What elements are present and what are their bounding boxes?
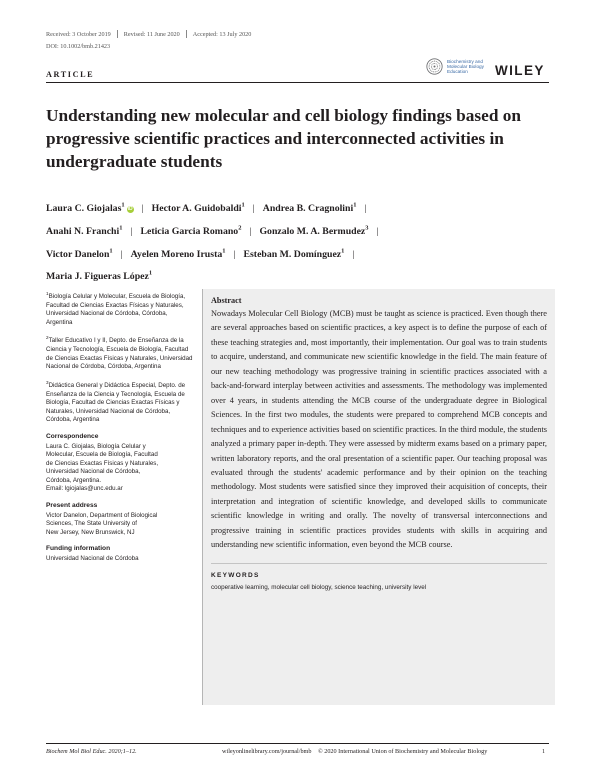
journal-name-line: Molecular Biology — [447, 64, 484, 69]
article-type-label: ARTICLE — [46, 70, 95, 79]
doi[interactable]: DOI: 10.1002/bmb.21423 — [46, 43, 111, 50]
page-number: 1 — [542, 748, 546, 755]
author-name[interactable]: Anahi N. Franchi$^1$ — [46, 224, 123, 237]
author-name[interactable]: Maria J. Figueras López$^1$ — [46, 270, 153, 283]
correspondence-line: Laura C. Giojalas, Biología Celular y — [46, 442, 146, 450]
correspondence-line: Universidad Nacional de Córdoba, — [46, 468, 141, 476]
keywords-heading: KEYWORDS — [211, 571, 260, 579]
keywords-rule — [211, 563, 547, 564]
journal-name-line: Education — [447, 69, 468, 74]
affiliation: $^3$Didáctica General y Didáctica Especial, Depto. de Enseñanza de la Ciencia y Tecnología, Escuela de Biología, Facultad de Ciencias Exactas Físicas y Naturales, Universidad Nacional de Córdoba, Córdoba, Argentina — [46, 379, 186, 424]
date-divider — [117, 30, 118, 38]
manuscript-dates — [46, 30, 251, 38]
author-name[interactable]: Leticia Garcia Romano$^2$ — [140, 224, 242, 237]
journal-name — [447, 59, 484, 74]
abstract-heading: Abstract — [211, 296, 242, 305]
footer-rule — [46, 743, 549, 744]
author-name[interactable]: Gonzalo M. A. Bermudez$^3$ — [259, 224, 369, 237]
present-address-line: Sciences, The State University of — [46, 520, 138, 528]
revised-date: Revised: 11 June 2020 — [123, 30, 180, 38]
footer-website-link[interactable]: wileyonlinelibrary.com/journal/bmb — [222, 748, 312, 755]
correspondence-line: Córdoba, Argentina. — [46, 476, 102, 484]
author-name[interactable]: Ayelen Moreno Irusta$^1$ — [130, 247, 226, 260]
present-address-line: New Jersey, New Brunswick, NJ — [46, 528, 135, 536]
present-address-line: Victor Danelon, Department of Biological — [46, 511, 158, 519]
orcid-icon[interactable]: iD — [127, 206, 133, 213]
author-name[interactable]: Andrea B. Cragnolini$^1$ — [262, 202, 357, 215]
journal-emblem-icon — [426, 58, 443, 75]
author-name[interactable]: Victor Danelon$^1$ — [46, 247, 113, 260]
journal-logo — [426, 58, 484, 75]
correspondence-line: de Ciencias Exactas Físicas y Naturales, — [46, 459, 159, 467]
present-address-heading: Present address — [46, 502, 98, 510]
author-name[interactable]: Hector A. Guidobaldi$^1$ — [151, 202, 245, 215]
abstract-text: Nowadays Molecular Cell Biology (MCB) must be taught as science is practiced. Even though there are several approaches based on scientific practices, a key aspect is to define the purpose of each of these teaching strategies and, most importantly, their implementation. Our goal was to train students to acquire, understand, and communicate new scientific knowledge in the field. The main feature of our new teaching methodology was progressive training in scientific practices associated with a back-and-forward interplay between activities and assessments. The methodology was implemented over 4 years, in students attending the MCB course of the undergraduate degree in Biological Sciences. In the first two modules, the students were prepared to comprehend MCB concepts and techniques and to experience activities based on scientific practices. In the third module, the students analyzed a primary paper in-depth. They were assessed by midterm exams based on a primary paper, written laboratory reports, and the oral presentation of a scientific paper. Our teaching proposal was evaluated through the students' academic performance and by their opinion on the teaching methodology. Most students were satisfied since they improved their acquisition of concepts, their interpretation and integration of scientific knowledge, and developed skills to communicate scientific knowledge in writing and orally. The novelty of transversal interconnections and progressive training in scientific practices provides students with skills in acquiring and understanding new scientific information, even beyond the MCB course. — [211, 309, 547, 550]
author-name[interactable]: Esteban M. Domínguez$^1$ — [243, 247, 345, 260]
received-date: Received: 3 October 2019 — [46, 30, 111, 38]
accepted-date: Accepted: 13 July 2020 — [192, 30, 252, 38]
correspondence-email[interactable]: Email: lgiojalas@unc.edu.ar — [46, 485, 123, 493]
footer-citation: Biochem Mol Biol Educ. 2020;1–12. — [46, 748, 137, 755]
funding-line: Universidad Nacional de Córdoba — [46, 555, 139, 563]
correspondence-line: Molecular, Escuela de Biología, Facultad — [46, 451, 158, 459]
date-divider — [186, 30, 187, 38]
abstract-box — [202, 289, 555, 705]
author-name[interactable]: Laura C. Giojalas$^1$iD — [46, 202, 133, 215]
affiliation: $^1$Biología Celular y Molecular, Escuela de Biología, Facultad de Ciencias Exactas Físicas y Naturales, Universidad Nacional de Córdoba, Córdoba, Argentina — [46, 291, 186, 326]
funding-heading: Funding information — [46, 545, 111, 553]
publisher-logo: WILEY — [495, 63, 545, 78]
affiliations-column — [46, 290, 194, 564]
article-title: Understanding new molecular and cell biology findings based on progressive scientific practices and interconnected activities in undergraduate students — [46, 106, 521, 171]
footer-copyright: © 2020 International Union of Biochemistry and Molecular Biology — [318, 748, 488, 755]
author-list: Laura C. Giojalas$^1$iD | Hector A. Guidobaldi$^1$ | Andrea B. Cragnolini$^1$ | Anahi N. Franchi$^1$ | Leticia Garcia Romano$^2$ | Gonzalo M. A. Bermudez$^3$ | Victor Danelon$^1$ | Ayelen Moreno Irusta$^1$ | Esteban M. Domínguez$^1$ | Maria J. Figueras López$^1$ — [46, 202, 379, 283]
affiliation: $^2$Taller Educativo I y II, Depto. de Enseñanza de la Ciencia y Tecnología, Escuela de Biología, Facultad de Ciencias Exactas Físicas y Naturales, Universidad Nacional de Córdoba, Córdoba, Argentina — [46, 335, 193, 371]
header-rule — [46, 82, 549, 83]
journal-name-line: Biochemistry and — [447, 59, 483, 64]
keywords-list: cooperative learning, molecular cell biology, science teaching, university level — [211, 583, 427, 591]
correspondence-heading: Correspondence — [46, 432, 99, 440]
